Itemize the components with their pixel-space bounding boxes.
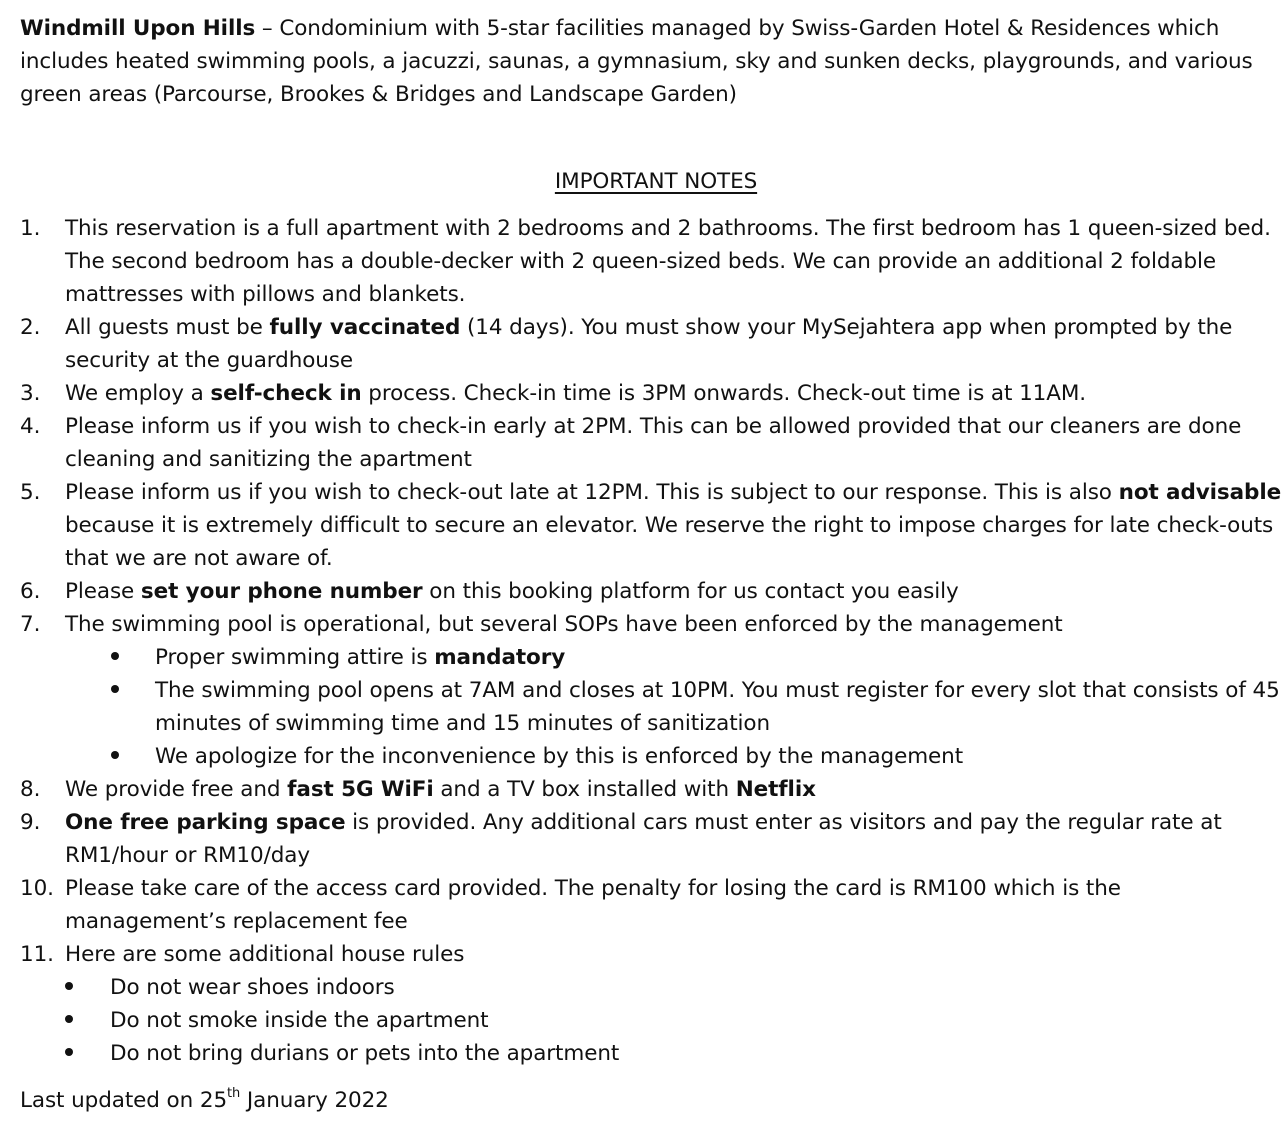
note-item-4 [20,410,1282,476]
emphasis-text: not advisable [1118,480,1282,505]
note-text: We employ a [65,381,211,406]
note-body [65,872,1282,938]
emphasis-text: fully vaccinated [269,315,461,340]
note-number: 1. [20,216,41,241]
important-notes-list [20,212,1282,1070]
note-text: This reservation is a full apartment with 2 bedrooms and 2 bathrooms. The first bedroom has 1 queen-sized bed. The second bedroom has a double-decker with 2 queen-sized beds. We can provide an additional 2 foldable mattresses with pillows and blankets. [65,216,1271,307]
note-text: Please [65,579,141,604]
note-text: (14 days). You must show your MySejahtera app when prompted by the security at the guardhouse [65,315,1233,373]
note-item-7 [20,608,1282,773]
note-item-8 [20,773,1282,806]
note-item-10 [20,872,1282,938]
note-body [65,773,1282,806]
house-rules-list [20,971,1282,1070]
note-text: is provided. Any additional cars must enter as visitors and pay the regular rate at RM1/hour or RM10/day [65,810,1222,868]
note-body [65,410,1282,476]
note-body [65,806,1282,872]
note-body [65,476,1282,575]
last-updated-suffix: January 2022 [240,1088,389,1113]
note-text: We provide free and [65,777,288,802]
note-body [65,608,1282,641]
pool-rules-list [65,641,1282,773]
emphasis-text: set your phone number [140,579,423,604]
bullet-icon [111,674,119,707]
note-item-11 [20,938,1282,1070]
note-body [65,575,1282,608]
note-item-9 [20,806,1282,872]
note-text: and a TV box installed with [433,777,736,802]
house-rule-item [20,971,1282,1004]
bullet-icon [111,740,119,773]
note-number: 8. [20,777,41,802]
pool-rule-item [65,641,1282,674]
note-body [65,377,1282,410]
house-rule-item [20,1004,1282,1037]
note-number: 5. [20,480,41,505]
bullet-icon [65,1037,73,1070]
intro-description: – Condominium with 5-star facilities managed by Swiss-Garden Hotel & Residences which includes heated swimming pools, a jacuzzi, saunas, a gymnasium, sky and sunken decks, playgrounds, and various green areas (Parcourse, Brookes & Bridges and Landscape Garden) [20,16,1253,107]
section-heading [20,165,1282,198]
house-rule-text: Do not bring durians or pets into the apartment [110,1041,620,1066]
note-body [65,212,1282,311]
house-rule-item [20,1037,1282,1070]
note-body [65,311,1282,377]
note-text: Here are some additional house rules [65,942,465,967]
property-name: Windmill Upon Hills [20,16,256,41]
note-text: Please inform us if you wish to check-out late at 12PM. This is subject to our response. This is also [65,480,1119,505]
note-item-1 [20,212,1282,311]
note-text: process. Check-in time is 3PM onwards. Check-out time is at 11AM. [361,381,1087,406]
last-updated [20,1084,1280,1117]
note-body [65,938,1282,971]
note-item-5 [20,476,1282,575]
house-rule-text: Do not wear shoes indoors [110,975,395,1000]
bullet-icon [65,1004,73,1037]
last-updated-ordinal: th [227,1085,241,1101]
note-text: Please inform us if you wish to check-in early at 2PM. This can be allowed provided that our cleaners are done cleaning and sanitizing the apartment [65,414,1242,472]
heading-text: IMPORTANT NOTES [554,169,758,194]
emphasis-text: self-check in [210,381,362,406]
pool-rule-item [65,674,1282,740]
emphasis-text: fast 5G WiFi [287,777,434,802]
note-number: 2. [20,315,41,340]
note-number: 3. [20,381,41,406]
note-number: 9. [20,810,41,835]
note-number: 6. [20,579,41,604]
note-number: 11. [20,942,54,967]
note-number: 10. [20,876,54,901]
bullet-icon [65,971,73,1004]
emphasis-text: mandatory [434,645,566,670]
note-text: The swimming pool is operational, but several SOPs have been enforced by the management [65,612,1063,637]
note-text: Please take care of the access card provided. The penalty for losing the card is RM100 which is the management’s replacement fee [65,876,1121,934]
note-text: The swimming pool opens at 7AM and closes at 10PM. You must register for every slot that consists of 45 minutes of swimming time and 15 minutes of sanitization [155,678,1280,736]
intro-paragraph [20,12,1282,111]
note-number: 4. [20,414,41,439]
note-text: All guests must be [65,315,270,340]
note-item-2 [20,311,1282,377]
emphasis-text: Netflix [735,777,816,802]
note-text: because it is extremely difficult to secure an elevator. We reserve the right to impose charges for late check-outs that we are not aware of. [65,513,1274,571]
note-item-3 [20,377,1282,410]
last-updated-prefix: Last updated on 25 [20,1088,228,1113]
house-rule-text: Do not smoke inside the apartment [110,1008,489,1033]
note-text: on this booking platform for us contact you easily [422,579,959,604]
emphasis-text: One free parking space [65,810,346,835]
bullet-icon [111,641,119,674]
note-text: We apologize for the inconvenience by this is enforced by the management [155,744,964,769]
note-number: 7. [20,612,41,637]
note-item-6 [20,575,1282,608]
note-text: Proper swimming attire is [155,645,435,670]
pool-rule-item [65,740,1282,773]
